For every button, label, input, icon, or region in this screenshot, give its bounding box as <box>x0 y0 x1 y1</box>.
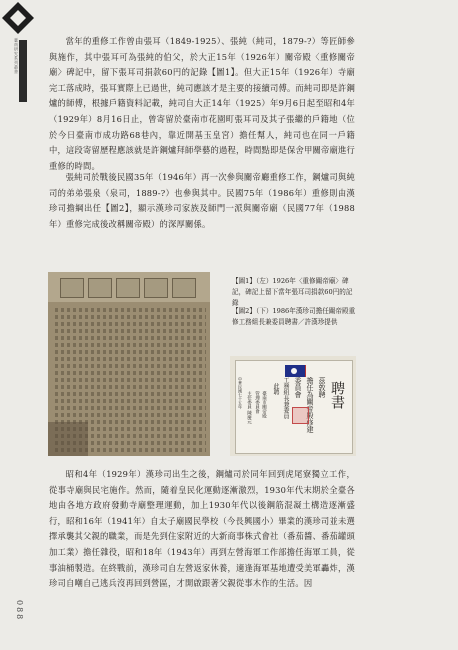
certificate-photo <box>230 356 356 456</box>
stele-photo <box>48 272 210 456</box>
certificate-col-3: 委員會 <box>294 377 302 398</box>
paragraph-3: 昭和4年（1929年）漢珍司出生之後，鋼爐司於同年回到虎尾寮獨立工作，從事寺廟與民宅施作。然而，隨着皇民化運動逐漸激烈，1930年代末期於全臺各地由各地方政府發動寺廟整理運動，加上1930年代以後鋼筋混凝土構造逐漸盛行，昭和16年（1941年）自太子廟國民學校（今長興國小）畢業的漢珍司並未選擇承襲其父親的職業，而是先到住家附近的大新商事株式會社（番茄醬、番茄罐頭加工業）擔任雜役，昭和18年（1943年）再到左營海軍工作部擔任海軍工員，從事油桶製造。在終戰前，漢珍司自左營返家休養，適逢海軍基地遭受美軍轟炸，漢珍司自嘲自己逃兵沒再回到營區，才開啟跟著父親從事木作的生活。因 <box>49 469 355 589</box>
certificate-col-2: 擔任為關帝殿修建 <box>306 377 314 433</box>
certificate-title: 聘書 <box>329 381 345 409</box>
certificate-issuer-3: 主任委員 陳慶元 <box>246 391 252 424</box>
sidebar-strip <box>19 40 27 102</box>
sidebar-series-text: 臺南研究系列叢書 <box>14 38 19 74</box>
figure-2-caption: 【圖2】（下）1986年漢珍司擔任關帝殿重修工務組長兼委員聘書／許漢珍提供 <box>232 307 356 326</box>
certificate-col-4: 工務組長兼委員 <box>282 377 289 419</box>
certificate-issuer-1: 臺南市關帝殿 <box>261 391 267 418</box>
stele-texture <box>48 272 210 456</box>
page-number: 088 <box>15 600 24 622</box>
certificate <box>235 360 353 454</box>
seal-stamp-icon <box>292 407 309 424</box>
corner-diamond-icon <box>0 0 36 36</box>
flag-icon <box>285 365 305 377</box>
paragraph-1: 當年的重修工作曾由張耳（1849-1925）、張純（純司，1879-?）等匠師參與施作，其中張耳可為張純的伯父，於大正15年（1926年）關帝殿〈重修關帝廟〉碑記中，留下張耳司捐款60円的記錄【圖1】。但大正15年（1926年）寺廟完工落成時，張耳實際上已過世，純司應該才是主要的接續司傅。而純司即是許鋼爐的師傅，根據戶籍資料記載，純司自大正14年（1925）年9月6日起至昭和4年（1929年）8月16日止，曾寄留於臺南市花園町張耳司及其子張繼的戶籍地（位於今日臺南市成功路68巷內，靠近開基玉皇宮）擔任幫人，純司也在同一戶籍中，這段寄留歷程應該就是許鋼爐拜師學藝的過程，時間點即是保舍甲關帝廟進行重修的時間。 <box>49 36 355 171</box>
certificate-col-1: 茲敦聘 <box>318 377 326 398</box>
certificate-date: 中華民國七十五年 <box>238 377 243 409</box>
certificate-col-5: 此聘 <box>272 383 279 395</box>
certificate-issuer-2: 管理委員會 <box>254 391 260 414</box>
flag-pole <box>305 365 306 377</box>
paragraph-2: 張純司於戰後民國35年（1946年）再一次參與關帝廳重修工作，鋼爐司與純司的弟弟張泉（泉司，1889-?）也參與其中。民國75年（1986年）重修則由漢珍司擔綱出任【圖2】，顯示漢珍司家族及師門一派與關帝廟（民國77年（1988年）重修完成後改稱關帝殿）的深厚關係。 <box>49 172 355 229</box>
figure-1-caption: 【圖1】（左）1926年〈重修關帝廟〉碑記，碑記上留下當年張耳司捐款60円的記錄 <box>232 277 353 307</box>
